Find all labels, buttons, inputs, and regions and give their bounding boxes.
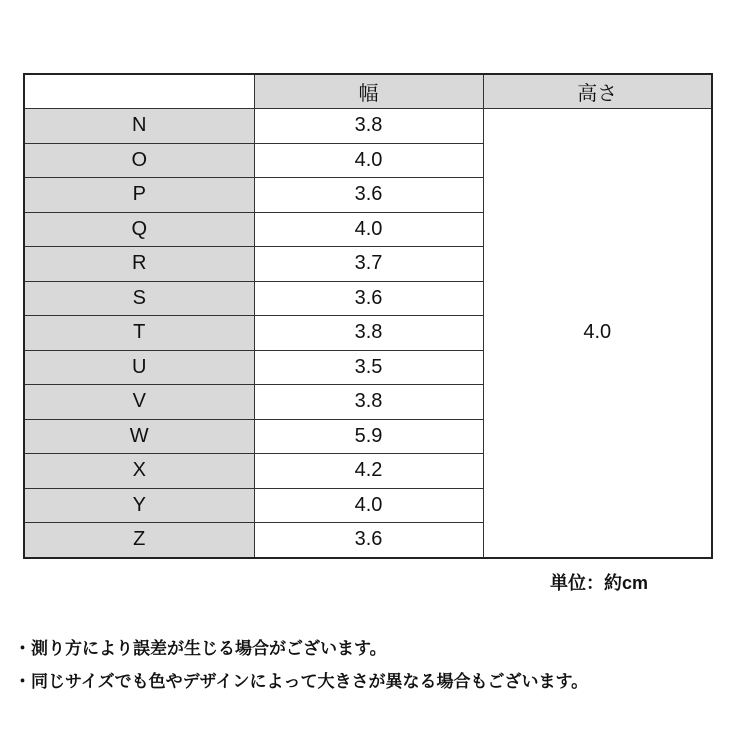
row-letter: T bbox=[24, 316, 254, 351]
row-letter: V bbox=[24, 385, 254, 420]
header-corner bbox=[24, 74, 254, 109]
row-width-value: 3.5 bbox=[254, 350, 483, 385]
row-width-value: 3.8 bbox=[254, 109, 483, 144]
row-letter: O bbox=[24, 143, 254, 178]
row-width-value: 3.8 bbox=[254, 316, 483, 351]
row-width-value: 5.9 bbox=[254, 419, 483, 454]
row-letter: Z bbox=[24, 523, 254, 558]
row-width-value: 3.8 bbox=[254, 385, 483, 420]
note-measurement-error: ・測り方により誤差が生じる場合がございます。 bbox=[14, 639, 387, 658]
note-size-variation: ・同じサイズでも色やデザインによって大きさが異なる場合もございます。 bbox=[14, 672, 589, 691]
size-table bbox=[23, 73, 713, 559]
row-letter: S bbox=[24, 281, 254, 316]
unit-note: 単位：約cm bbox=[550, 573, 649, 593]
row-width-value: 3.7 bbox=[254, 247, 483, 282]
table-header bbox=[24, 74, 712, 109]
header-row bbox=[24, 74, 712, 109]
row-letter: R bbox=[24, 247, 254, 282]
row-width-value: 4.0 bbox=[254, 143, 483, 178]
row-width-value: 3.6 bbox=[254, 281, 483, 316]
height-value: 4.0 bbox=[483, 109, 712, 558]
row-letter: Q bbox=[24, 212, 254, 247]
row-width-value: 4.0 bbox=[254, 212, 483, 247]
notes bbox=[14, 632, 588, 698]
row-letter: X bbox=[24, 454, 254, 489]
row-letter: Y bbox=[24, 488, 254, 523]
row-width-value: 4.2 bbox=[254, 454, 483, 489]
row-letter: N bbox=[24, 109, 254, 144]
header-width: 幅 bbox=[254, 74, 483, 109]
row-letter: U bbox=[24, 350, 254, 385]
row-width-value: 3.6 bbox=[254, 523, 483, 558]
row-letter: W bbox=[24, 419, 254, 454]
table-body bbox=[24, 109, 712, 558]
header-height: 高さ bbox=[483, 74, 712, 109]
row-letter: P bbox=[24, 178, 254, 213]
row-width-value: 4.0 bbox=[254, 488, 483, 523]
row-width-value: 3.6 bbox=[254, 178, 483, 213]
table-row bbox=[24, 109, 712, 144]
